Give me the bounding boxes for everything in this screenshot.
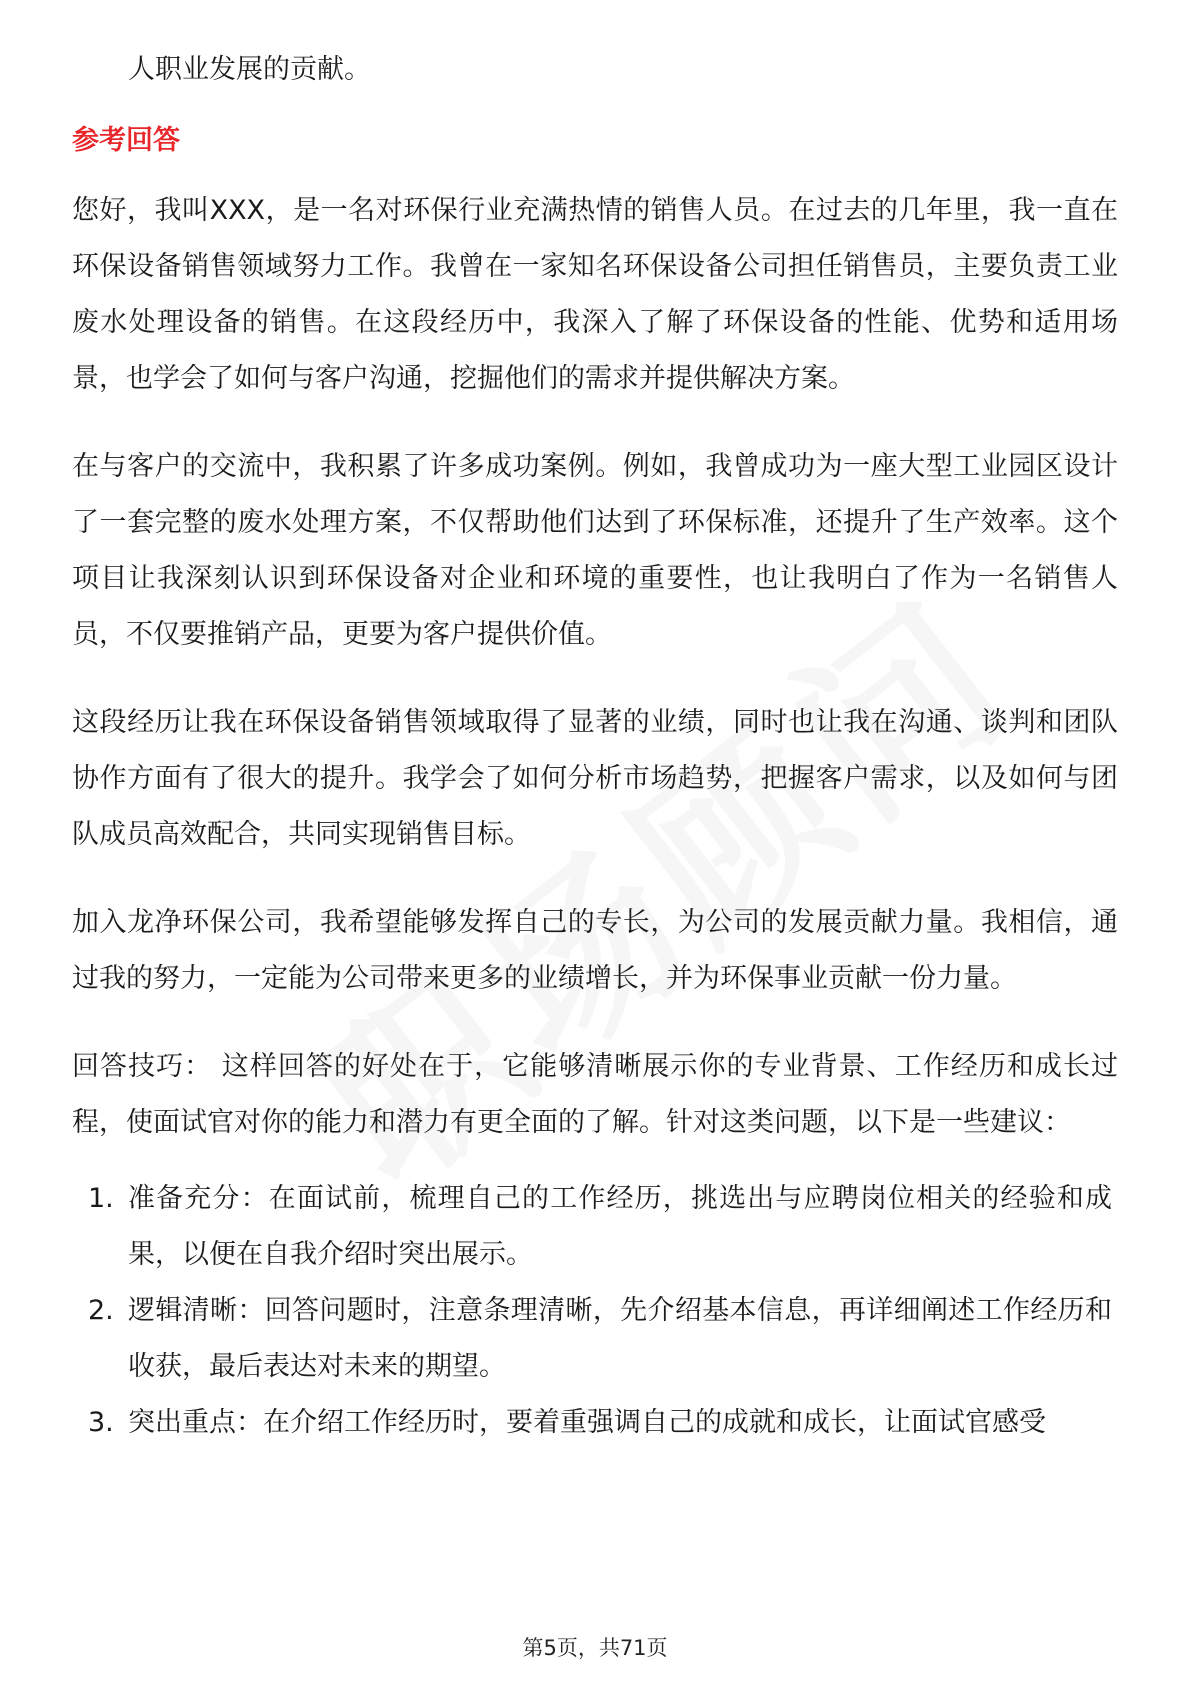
list-number: 3. xyxy=(88,1407,114,1438)
list-text: 逻辑清晰：回答问题时，注意条理清晰，先介绍基本信息，再详细阐述工作经历和收获，最后表达对未来的期望。 xyxy=(128,1295,1112,1382)
page-footer: 第5页，共71页 xyxy=(522,1636,668,1660)
page-content xyxy=(72,50,1118,1451)
continuation-text: 人职业发展的贡献。 xyxy=(128,54,371,85)
list-text: 突出重点：在介绍工作经历时，要着重强调自己的成就和成长，让面试官感受 xyxy=(128,1407,1046,1438)
paragraph-goal: 加入龙净环保公司，我希望能够发挥自己的专长，为公司的发展贡献力量。我相信，通过我的努力，一定能为公司带来更多的业绩增长，并为环保事业贡献一份力量。 xyxy=(72,907,1118,994)
paragraph-case: 在与客户的交流中，我积累了许多成功案例。例如，我曾成功为一座大型工业园区设计了一套完整的废水处理方案，不仅帮助他们达到了环保标准，还提升了生产效率。这个项目让我深刻认识到环保设备对企业和环境的重要性，也让我明白了作为一名销售人员，不仅要推销产品，更要为客户提供价值。 xyxy=(72,451,1118,650)
paragraph-growth: 这段经历让我在环保设备销售领域取得了显著的业绩，同时也让我在沟通、谈判和团队协作方面有了很大的提升。我学会了如何分析市场趋势，把握客户需求，以及如何与团队成员高效配合，共同实现销售目标。 xyxy=(72,707,1118,850)
list-number: 1. xyxy=(88,1183,114,1214)
paragraph-intro: 您好，我叫XXX，是一名对环保行业充满热情的销售人员。在过去的几年里，我一直在环保设备销售领域努力工作。我曾在一家知名环保设备公司担任销售员，主要负责工业废水处理设备的销售。在这段经历中，我深入了解了环保设备的性能、优势和适用场景，也学会了如何与客户沟通，挖掘他们的需求并提供解决方案。 xyxy=(72,195,1118,394)
list-item xyxy=(72,1395,1118,1451)
list-item xyxy=(72,1283,1118,1395)
paragraph-tips-intro: 回答技巧： 这样回答的好处在于，它能够清晰展示你的专业背景、工作经历和成长过程，使面试官对你的能力和潜力有更全面的了解。针对这类问题，以下是一些建议： xyxy=(72,1051,1118,1138)
list-item xyxy=(72,1171,1118,1283)
section-heading: 参考回答 xyxy=(72,125,180,156)
list-text: 准备充分：在面试前，梳理自己的工作经历，挑选出与应聘岗位相关的经验和成果，以便在自我介绍时突出展示。 xyxy=(128,1183,1112,1270)
list-number: 2. xyxy=(88,1295,114,1326)
tips-list xyxy=(72,1171,1118,1451)
